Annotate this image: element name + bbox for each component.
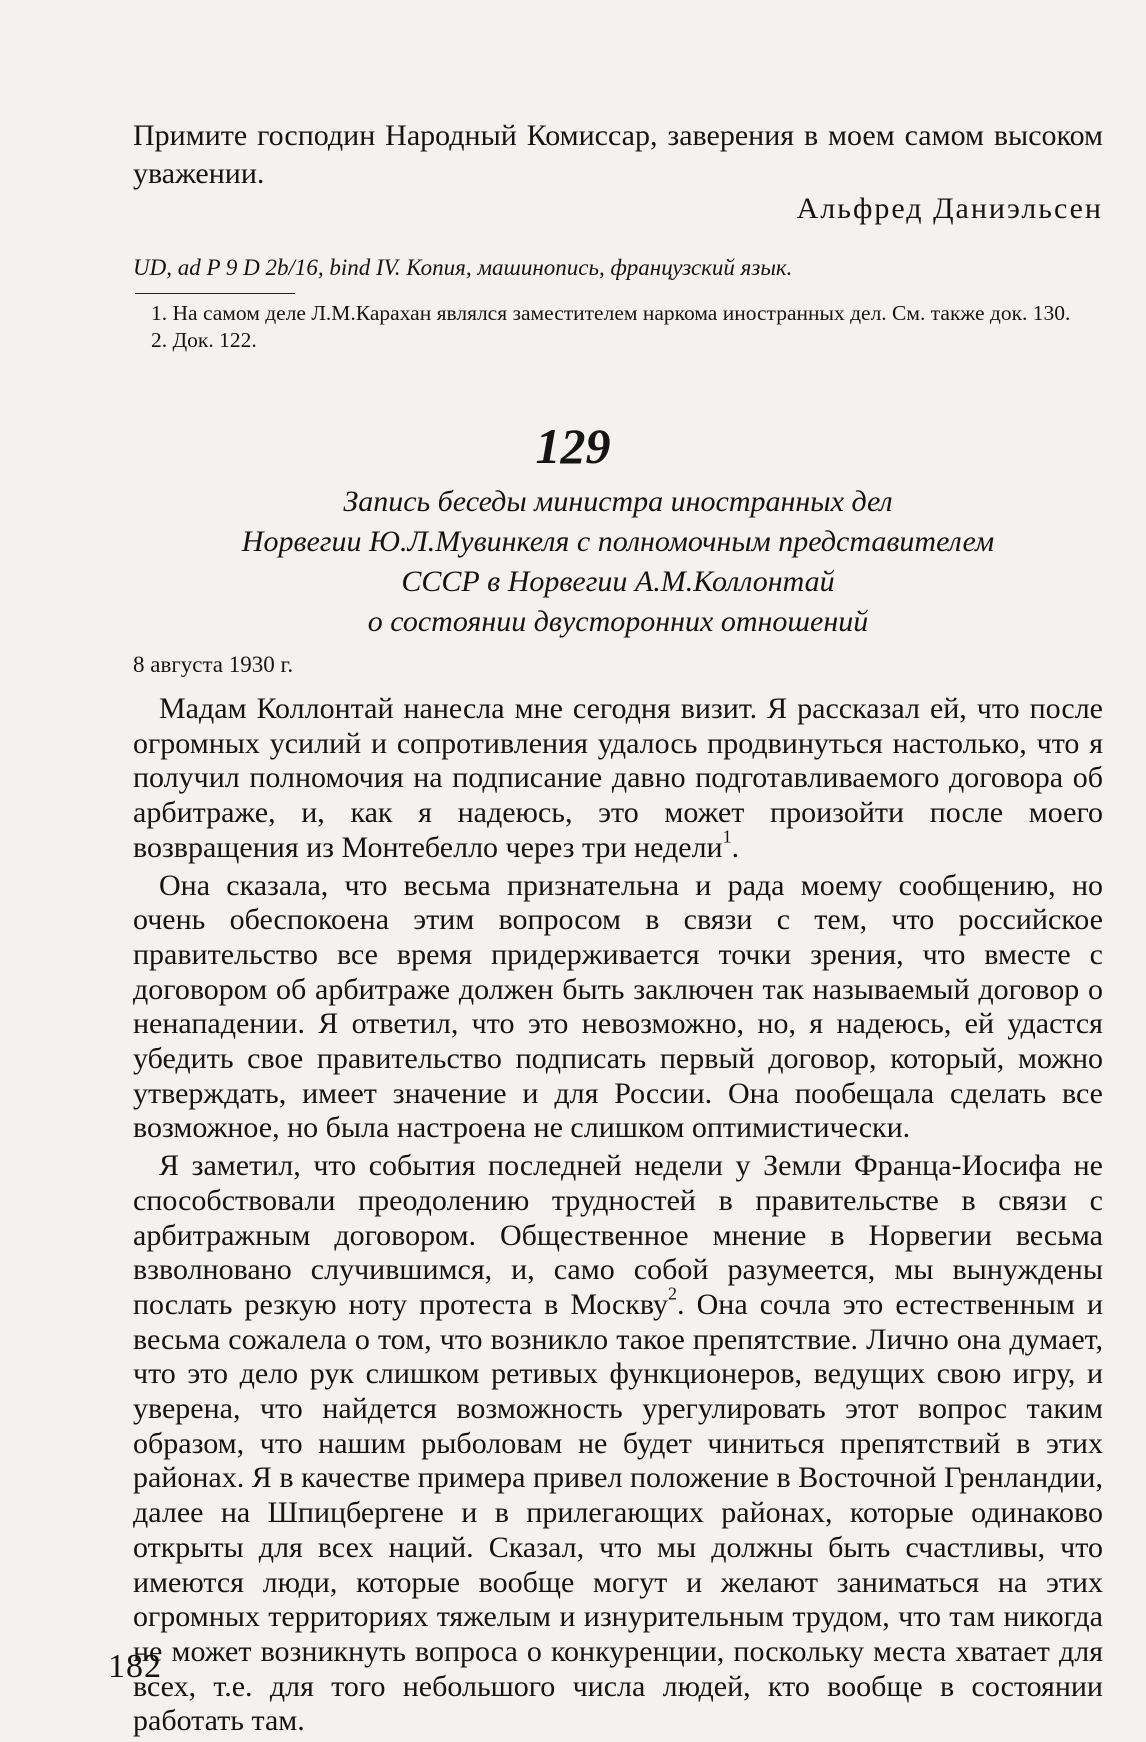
footnote-ref-1: 1: [722, 826, 732, 847]
closing-paragraph: Примите господин Народный Комиссар, заверения в моем самом высоком уважении.: [133, 119, 1103, 190]
title-line: СССР в Норвегии А.М.Коллонтай: [401, 565, 835, 598]
body-paragraph-1: [133, 692, 1103, 866]
signature: Альфред Даниэльсен: [796, 192, 1103, 225]
title-line: о состоянии двусторонних отношений: [367, 605, 869, 638]
paragraph-end: .: [731, 830, 740, 864]
body-paragraph-3: [133, 1149, 1103, 1739]
footnote-2: 2. Док. 122.: [151, 328, 257, 352]
body-paragraph-2: Она сказала, что весьма признательна и рада моему сообщению, но очень обеспокоена этим вопросом в связи с тем, что российское правительство все время придерживается точки зрения, что вместе с договором об арбитраже должен быть заключен так называемый договор о ненападении. Я ответил, что это невозможно, но, я надеюсь, ей удастся убедить свое правительство подписать первый договор, который, можно утверждать, имеет значение и для России. Она пообещала сделать все возможное, но была настроена не слишком оптимистически.: [133, 868, 1103, 1145]
paragraph-text: Мадам Коллонтай нанесла мне сегодня визит. Я рассказал ей, что после огромных усилий и сопротивления удалось продвинуться настолько, что я получил полномочия на подписание давно подготавливаемого договора об арбитраже, и, как я надеюсь, это может произойти после моего возвращения из Монтебелло через три недели: [133, 692, 1103, 864]
paragraph-text: . Она сочла это естественным и весьма сожалела о том, что возникло такое препятствие. Лично она думает, что это дело рук слишком ретивых функционеров, ведущих свою игру, и уверена, что найдется возможность урегулировать этот вопрос таким образом, что нашим рыболовам не будет чиниться препятствий в этих районах. Я в качестве примера привел положение в Восточной Гренландии, далее на Шпицбергене и в прилегающих районах, которые одинаково открыты для всех наций. Сказал, что мы должны быть счастливы, что имеются люди, которые вообще могут и желают заниматься на этих огромных территориях тяжелым и изнурительным трудом, что там никогда не может возникнуть вопроса о конкуренции, поскольку места хватает для всех, т.е. для того небольшого числа людей, кто вообще в состоянии работать там.: [133, 1287, 1104, 1738]
footnote-divider: [135, 293, 295, 294]
document-date: 8 августа 1930 г.: [133, 652, 294, 677]
page-number: 182: [108, 1648, 162, 1685]
footnote-1: 1. На самом деле Л.М.Карахан являлся заместителем наркома иностранных дел. См. также док. 130.: [151, 301, 1071, 325]
footnote-ref-2: 2: [668, 1283, 678, 1304]
archival-citation: UD, ad P 9 D 2b/16, bind IV. Копия, машинопись, французский язык.: [133, 255, 793, 280]
title-line: Норвегии Ю.Л.Мувинкеля с полномочным представителем: [241, 525, 995, 558]
document-number: 129: [535, 418, 611, 474]
title-line: Запись беседы министра иностранных дел: [343, 485, 893, 518]
document-body: [133, 692, 1103, 1742]
footnotes: [133, 300, 1103, 354]
paragraph-text: Я заметил, что события последней недели у Земли Франца-Иосифа не способствовали преодолению трудностей в правительстве в связи с арбитражным договором. Общественное мнение в Норвегии весьма взволновано случившимся, и, само собой разумеется, мы вынуждены послать резкую ноту протеста в Москву: [133, 1149, 1103, 1321]
document-title: [133, 482, 1103, 642]
